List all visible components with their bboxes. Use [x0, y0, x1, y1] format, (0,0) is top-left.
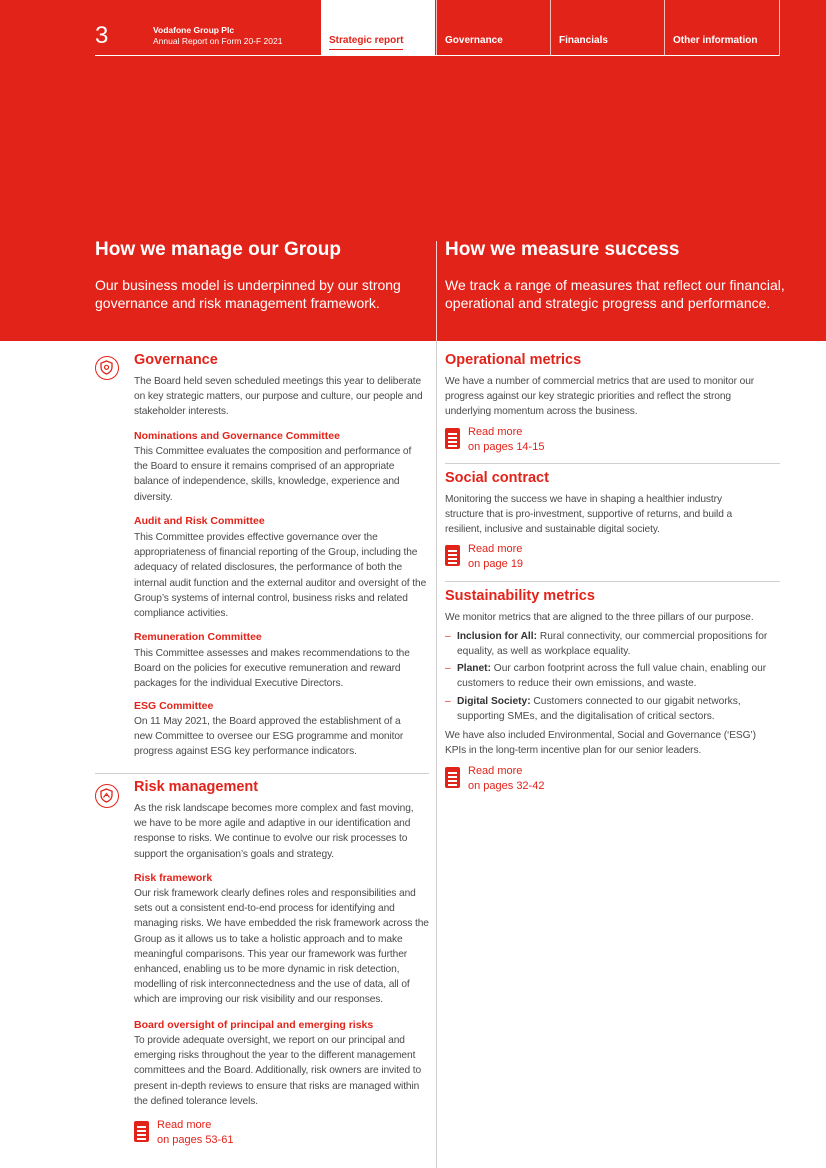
risk-framework-text: Our risk framework clearly defines roles and responsibilities and sets out a consistent end-to-end process for identifying and managing risks. We have embedded the risk framework across the Group as it allows us to take a holistic approach and to make meaningful comparisons. This year our framework was further enhanced, enabling us to be more dynamic in risk detection, modelling of risk interconnectedness and the use of data, all of which are improving our risk visibility and our responses.	[134, 888, 429, 1006]
operational-read-more-link[interactable]	[445, 426, 595, 458]
read-more-pages: on pages 53-61	[157, 1134, 234, 1146]
esg-text: On 11 May 2021, the Board approved the establishment of a new Committee to oversee our ESG programme and monitor progress against ESG key performance indicators.	[134, 716, 404, 758]
company-name: Vodafone Group Plc	[153, 25, 235, 35]
read-more-pages: on pages 14-15	[468, 441, 545, 453]
tab-label: Financials	[559, 35, 608, 46]
tab-other-information[interactable]	[664, 0, 780, 56]
tab-label: Strategic report	[329, 35, 403, 50]
document-icon	[445, 428, 460, 449]
risk-heading: Risk management	[134, 779, 259, 795]
section-rule	[445, 581, 780, 582]
hero-divider	[436, 241, 437, 341]
bullet-label: Inclusion for All:	[457, 631, 537, 642]
bullet-text: Our carbon footprint across the full value chain, enabling our customers to reduce their own emissions, and waste.	[457, 663, 767, 690]
hero-left-subtitle: Our business model is underpinned by our strong governance and risk management framework.	[95, 277, 401, 311]
risk-read-more-link[interactable]	[134, 1119, 284, 1151]
bullet-item: – Planet: Our carbon footprint across the full value chain, enabling our customers to reduce their own emissions, and waste.	[445, 663, 767, 690]
tab-financials[interactable]	[550, 0, 663, 56]
bullet-item: – Inclusion for All: Rural connectivity, our commercial propositions for equality, as well as workplace equality.	[445, 631, 768, 658]
read-more-pages: on page 19	[468, 558, 524, 570]
document-icon	[445, 767, 460, 788]
bullet-label: Planet:	[457, 663, 491, 674]
audit-heading: Audit and Risk Committee	[134, 515, 265, 527]
hero-right-subtitle: We track a range of measures that reflect our financial, operational and strategic progress and performance.	[445, 277, 785, 311]
bullet-text: Rural connectivity, our commercial propositions for equality, as well as workplace equality.	[457, 631, 768, 658]
bullet-item: – Digital Society: Customers connected to our gigabit networks, supporting SMEs, and the digitalisation of critical sectors.	[445, 696, 741, 723]
tab-strategic-report[interactable]	[321, 0, 435, 56]
remuneration-text: This Committee assesses and makes recommendations to the Board on the policies for executive remuneration and reward packages for the individual Executive Directors.	[134, 648, 410, 690]
risk-framework-heading: Risk framework	[134, 872, 213, 884]
social-read-more-link[interactable]	[445, 543, 595, 575]
audit-text: This Committee provides effective governance over the appropriateness of financial reporting of the Group, including the adequacy of related disclosures, the performance of both the internal audit function and the external auditor and oversight of the Group’s systems of internal control, business risks and related compliance activities.	[134, 532, 427, 620]
risk-intro: As the risk landscape becomes more complex and fast moving, we have to be more agile and adaptive in our identification and response to risks. We continue to evolve our risk processes to support the organisation’s goals and strategy.	[134, 803, 414, 860]
read-more-label: Read more	[157, 1119, 212, 1131]
company-block	[153, 25, 282, 47]
esg-heading: ESG Committee	[134, 700, 214, 712]
document-icon	[445, 545, 460, 566]
column-divider	[436, 341, 437, 1168]
remuneration-heading: Remuneration Committee	[134, 631, 262, 643]
tab-governance[interactable]	[436, 0, 549, 56]
sustainability-read-more-link[interactable]	[445, 765, 595, 797]
sustainability-intro: We monitor metrics that are aligned to the three pillars of our purpose.	[445, 612, 754, 623]
nominations-heading: Nominations and Governance Committee	[134, 430, 340, 442]
section-rule	[95, 773, 429, 774]
operational-text: We have a number of commercial metrics that are used to monitor our progress against our key strategic priorities and reflect the strong underlying momentum across the business.	[445, 376, 755, 418]
tab-label: Governance	[445, 35, 503, 46]
hero-right-title: How we measure success	[445, 239, 680, 260]
governance-intro: The Board held seven scheduled meetings this year to deliberate on key strategic matters, our purpose and culture, our people and stakeholder interests.	[134, 376, 423, 418]
social-heading: Social contract	[445, 470, 549, 486]
document-icon	[134, 1121, 149, 1142]
report-name: Annual Report on Form 20-F 2021	[153, 36, 283, 46]
governance-shield-icon	[95, 356, 119, 380]
read-more-pages: on pages 32-42	[468, 780, 545, 792]
governance-heading: Governance	[134, 352, 218, 368]
page-number: 3	[95, 22, 109, 49]
tab-label: Other information	[673, 35, 758, 46]
read-more-label: Read more	[468, 426, 523, 438]
social-text: Monitoring the success we have in shaping a healthier industry structure that is pro-investment, supportive of returns, and build a resilient, inclusive and sustainable digital society.	[445, 494, 733, 536]
risk-shield-icon	[95, 784, 119, 808]
hero-left-title: How we manage our Group	[95, 239, 341, 260]
sustainability-outro: We have also included Environmental, Social and Governance (‘ESG’) KPIs in the long-term incentive plan for our senior leaders.	[445, 730, 756, 757]
operational-heading: Operational metrics	[445, 352, 582, 368]
oversight-heading: Board oversight of principal and emerging risks	[134, 1019, 374, 1031]
bullet-text: Customers connected to our gigabit networks, supporting SMEs, and the digitalisation of critical sectors.	[457, 696, 741, 723]
read-more-label: Read more	[468, 765, 523, 777]
bullet-label: Digital Society:	[457, 696, 531, 707]
sustainability-heading: Sustainability metrics	[445, 588, 595, 604]
nominations-text: This Committee evaluates the composition and performance of the Board to ensure it remains comprised of an appropriate balance of independence, skills, knowledge, experience and diversity.	[134, 446, 412, 503]
read-more-label: Read more	[468, 543, 523, 555]
section-rule	[445, 463, 780, 464]
oversight-text: To provide adequate oversight, we report on our principal and emerging risks throughout the year to the different management committees and the Board. Additionally, risk owners are invited to present in-depth reviews to ensure that risks are managed within the defined tolerance levels.	[134, 1035, 422, 1107]
